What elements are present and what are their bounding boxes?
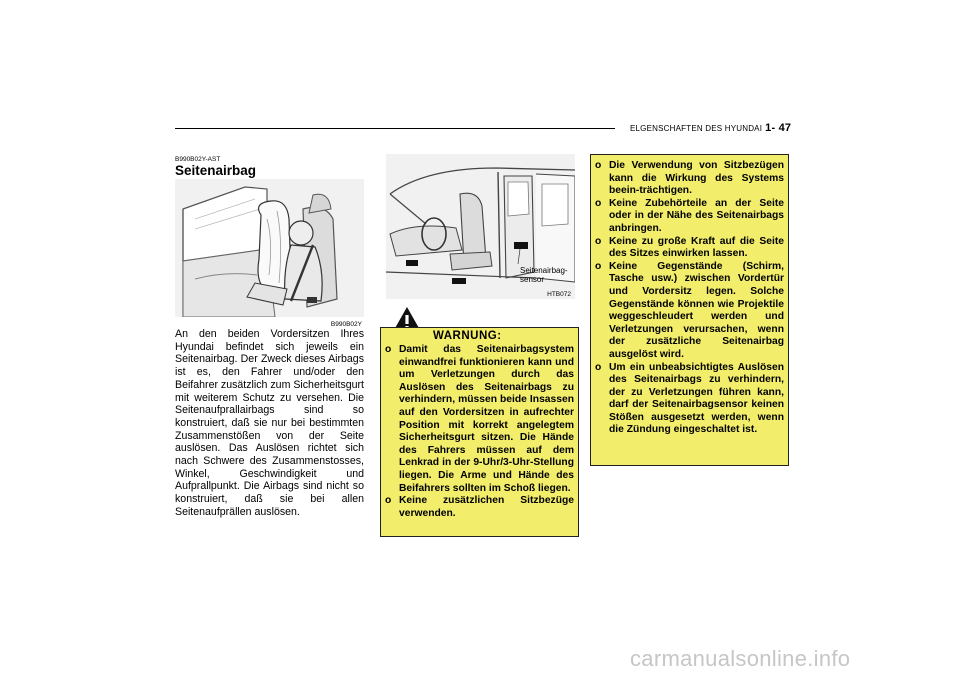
- side-airbag-illustration: [175, 179, 364, 317]
- list-item: o Keine zu große Kraft auf die Seite des Sitzes einwirken lassen.: [595, 235, 784, 260]
- warning-box: [380, 327, 579, 537]
- body-paragraph: An den beiden Vordersitzen Ihres Hyundai befindet sich jeweils ein Seitenairbag. Der Zweck dieses Airbags ist es, den Fahrer und/oder den Beifahrer zusätzlich zum Sicherheitsgurt mit weiterem Schutz zu versehen. Die Seitenaufprallairbags sind so konstruiert, daß sie nur bei bestimmten Zusammenstößen von der Seite auslösen. Das Auslösen richtet sich nach Schwere des Zusammenstosses, Winkel, Geschwindigkeit und Aufprallpunkt. Die Airbags sind nicht so konstruiert, daß sie bei allen Seitenaufprällen auslösen.: [175, 328, 365, 518]
- list-bullet: o: [595, 235, 602, 247]
- section-title: Seitenairbag: [175, 163, 257, 178]
- figure-sensor-location: [386, 154, 575, 299]
- warning-list: [385, 344, 574, 520]
- list-item: o Damit das Seitenairbagsystem einwandfrei funktionieren kann und um Verletzungen durch das Auslösen des Seitenairbags zu verhindern, müssen beide Insassen auf den Vordersitzen in aufrechter Position mit korrekt angelegtem Sicherheitsgurt sitzen. Die Hände des Fahrers müssen auf dem Lenkrad in der 9-Uhr/3-Uhr-Stellung liegen. Die Arme und Hände des Beifahrers sollten im Schoß liegen.: [385, 344, 574, 494]
- list-item: o Keine Zubehörteile an der Seite oder in der Nähe des Seitenairbags anbringen.: [595, 197, 784, 234]
- list-item: o Keine zusätzlichen Sitzbezüge verwenden.: [385, 495, 574, 519]
- list-item: o Um ein unbeabsichtigtes Auslösen des Seitenairbags zu verhindern, der zu Verletzungen führen kann, darf der Seitenairbagsensor keinen Stößen ausgesetzt werden, wenn die Zündung eingeschaltet ist.: [595, 361, 784, 436]
- list-bullet: o: [595, 361, 602, 373]
- figure-side-airbag: [175, 179, 364, 328]
- list-item: o Die Verwendung von Sitzbezügen kann die Wirkung des Systems beein-trächtigen.: [595, 160, 784, 197]
- warning-title: WARNUNG:: [433, 330, 502, 342]
- header-section: ELGENSCHAFTEN DES HYUNDAI: [630, 124, 763, 133]
- section-code: B990B02Y-AST: [175, 156, 221, 163]
- watermark: carmanualsonline.info: [630, 646, 851, 671]
- header-rule: [175, 128, 615, 129]
- warning-list-continued: [595, 160, 784, 437]
- sensor-label-line2: sensor: [520, 275, 545, 284]
- list-bullet: o: [595, 260, 602, 272]
- sensor-label: [520, 266, 568, 284]
- sensor-label-line1: Seitenairbag-: [520, 266, 568, 275]
- list-bullet: o: [385, 495, 392, 507]
- warning-box-continued: [590, 154, 789, 466]
- page-header: [630, 122, 791, 134]
- figure-code: B990B02Y: [330, 321, 362, 328]
- list-bullet: o: [595, 160, 602, 171]
- list-bullet: o: [595, 197, 602, 209]
- list-bullet: o: [385, 344, 392, 355]
- list-item: o Keine Gegenstände (Schirm, Tasche usw.) zwischen Vordertür und Vordersitz legen. Solche Gegenstände können wie Projektile weggeschleudert werden und Verletzungen verursachen, wenn der zusätzliche Seitenairbag ausgelöst wird.: [595, 260, 784, 360]
- figure-code: HTB072: [547, 291, 571, 298]
- page-number: 1- 47: [765, 122, 792, 134]
